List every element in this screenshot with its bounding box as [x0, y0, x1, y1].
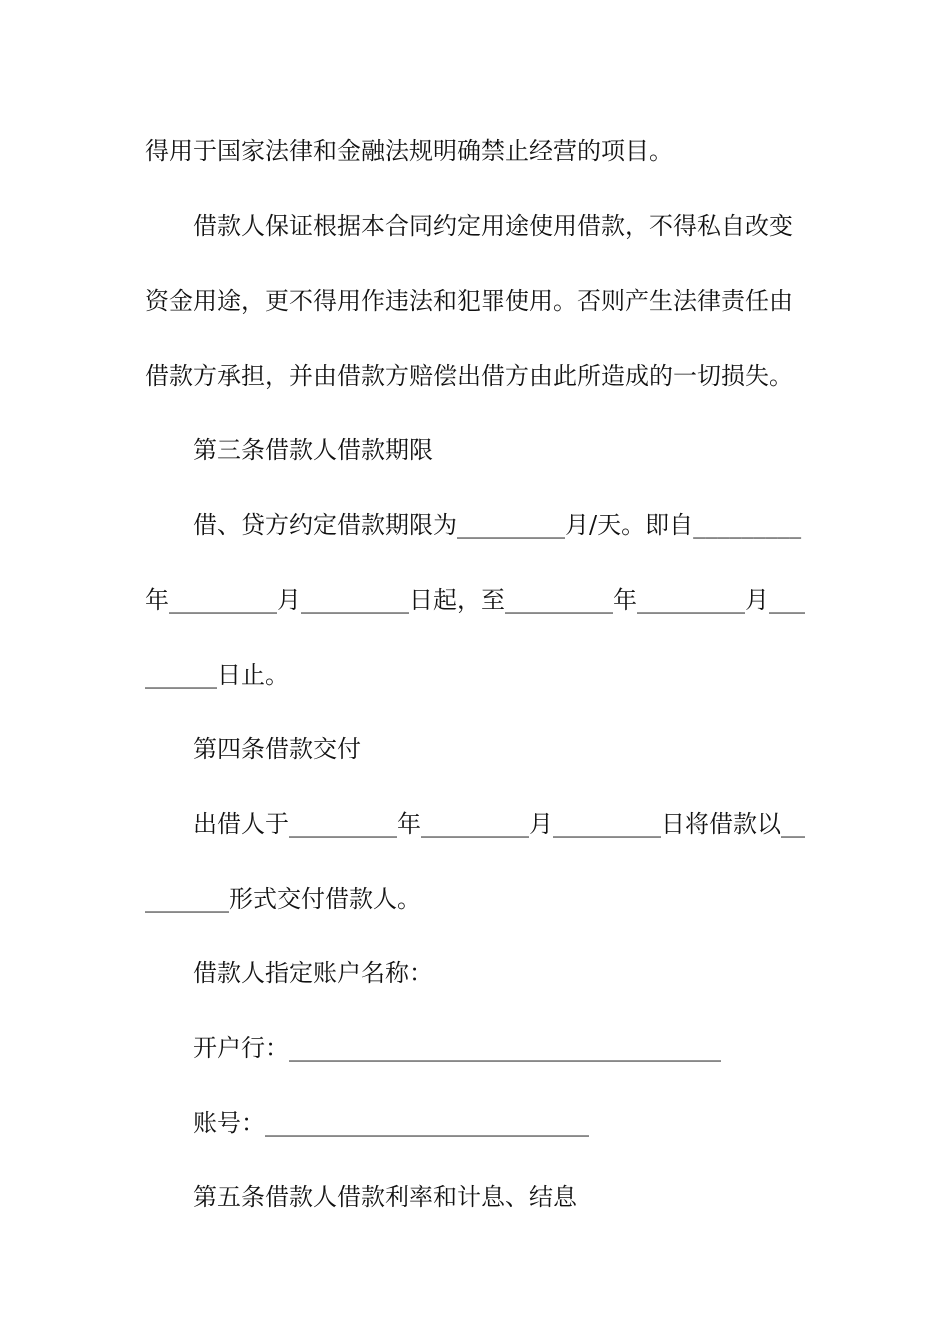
- paragraph-line: _______形式交付借款人。: [145, 885, 421, 913]
- section-heading: 第三条借款人借款期限: [193, 436, 433, 464]
- paragraph-line: 借款人保证根据本合同约定用途使用借款，不得私自改变: [193, 212, 793, 240]
- paragraph-line: 借、贷方约定借款期限为_________月/天。即自_________: [193, 511, 802, 539]
- paragraph-line: 年_________月_________日起，至_________年_________月___: [145, 586, 805, 614]
- paragraph-line: 借款方承担，并由借款方赔偿出借方由此所造成的一切损失。: [145, 362, 793, 390]
- paragraph-line: 出借人于_________年_________月_________日将借款以__: [193, 810, 805, 838]
- paragraph-line: 得用于国家法律和金融法规明确禁止经营的项目。: [145, 137, 673, 165]
- section-heading: 第四条借款交付: [193, 735, 361, 763]
- paragraph-line: 账号：___________________________: [193, 1109, 589, 1137]
- paragraph-line: 借款人指定账户名称：: [193, 959, 433, 987]
- paragraph-line: 开户行：____________________________________: [193, 1034, 721, 1062]
- section-heading: 第五条借款人借款利率和计息、结息: [193, 1183, 577, 1211]
- paragraph-line: 资金用途，更不得用作违法和犯罪使用。否则产生法律责任由: [145, 287, 793, 315]
- paragraph-line: ______日止。: [145, 661, 289, 689]
